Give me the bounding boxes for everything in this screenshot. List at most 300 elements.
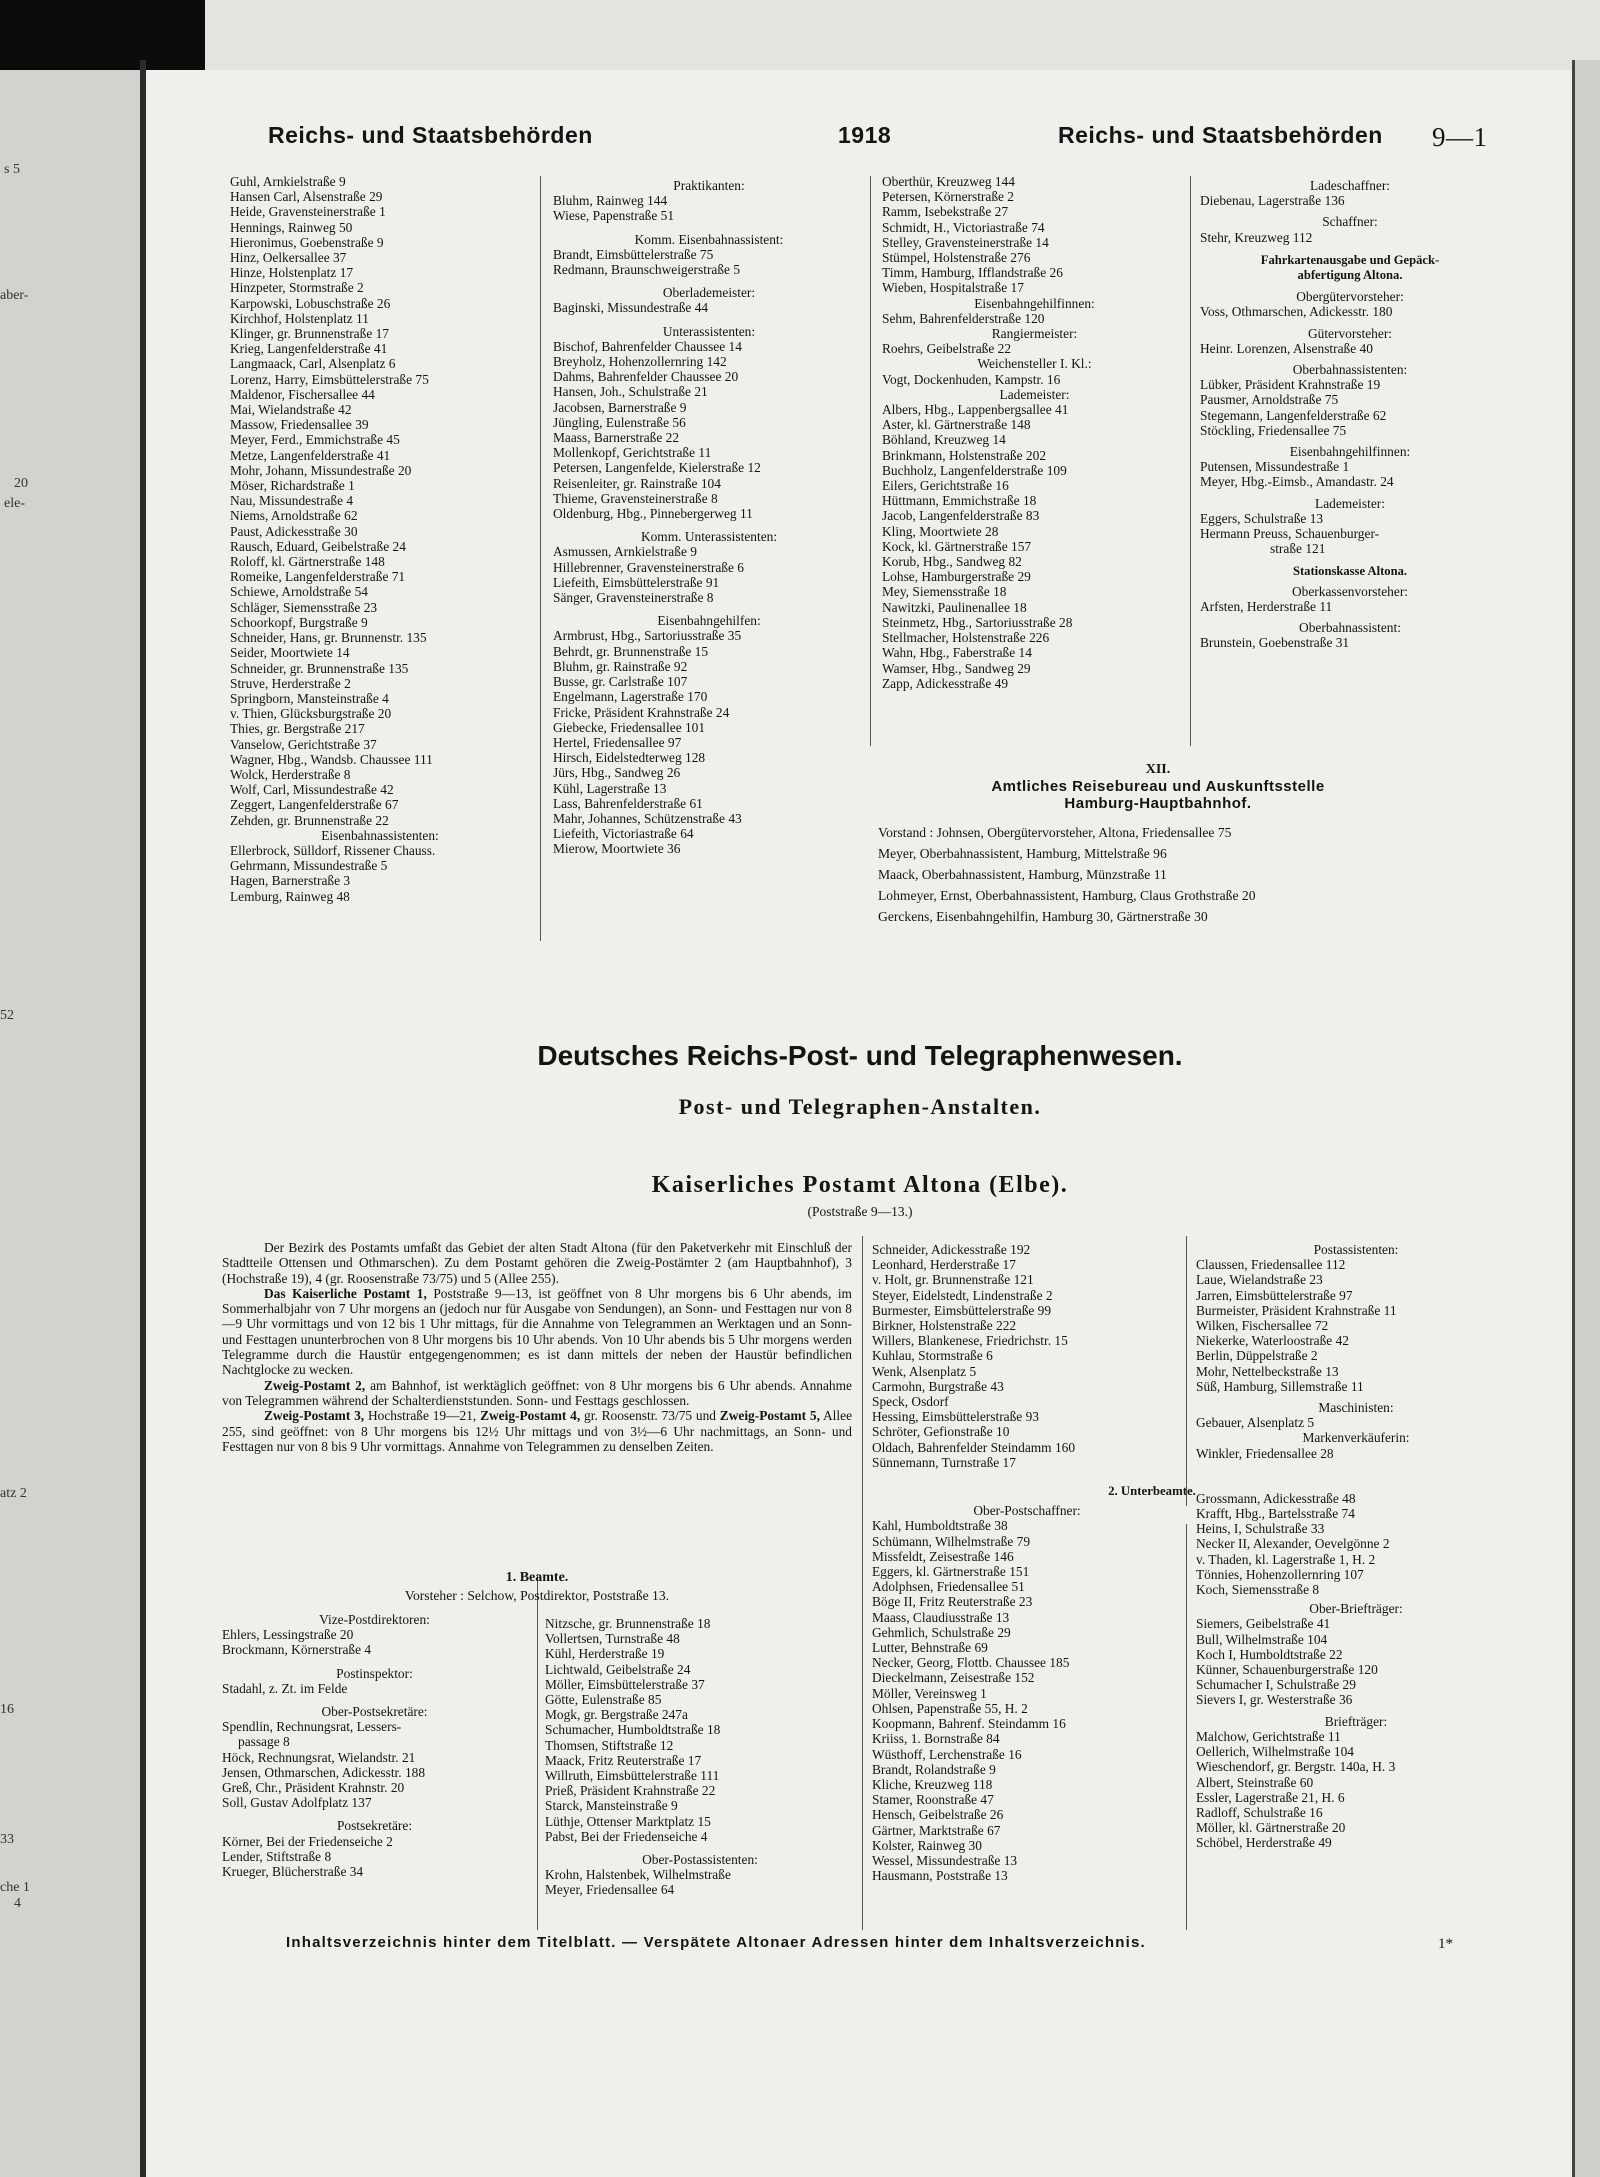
name-line: Asmussen, Arnkielstraße 9 xyxy=(553,544,697,560)
name-line: Wahn, Hbg., Faberstraße 14 xyxy=(882,645,1032,661)
name-list xyxy=(1200,599,1500,614)
name-line: Hansen, Joh., Schulstraße 21 xyxy=(553,384,708,400)
name-line: Oberthür, Kreuzweg 144 xyxy=(882,174,1015,189)
name-line: Timm, Hamburg, Ifflandstraße 26 xyxy=(882,265,1063,281)
name-line: Hinz, Oelkersallee 37 xyxy=(230,250,347,266)
name-line: Möller, kl. Gärtnerstraße 20 xyxy=(1196,1820,1346,1836)
name-line: Kolster, Rainweg 30 xyxy=(872,1837,982,1853)
name-line: Pabst, Bei der Friedenseiche 4 xyxy=(545,1828,708,1844)
name-line: Roloff, kl. Gärtnerstraße 148 xyxy=(230,554,385,570)
name-line: Prieß, Präsident Krahnstraße 22 xyxy=(545,1783,716,1799)
name-line: Voss, Othmarschen, Adickesstr. 180 xyxy=(1200,304,1393,320)
name-line: Künner, Schauenburgerstraße 120 xyxy=(1196,1662,1378,1678)
name-line: Bluhm, gr. Rainstraße 92 xyxy=(553,658,688,674)
name-line: Klinger, gr. Brunnenstraße 17 xyxy=(230,326,389,342)
name-line: Wüsthoff, Lerchenstraße 16 xyxy=(872,1746,1022,1762)
name-line: Gärtner, Marktstraße 67 xyxy=(872,1822,1001,1838)
name-line: Wagner, Hbg., Wandsb. Chaussee 111 xyxy=(230,751,433,767)
section-heading: Ober-Postschaffner: xyxy=(973,1503,1081,1519)
name-line: Brockmann, Körnerstraße 4 xyxy=(222,1642,372,1658)
name-line: Dahms, Bahrenfelder Chaussee 20 xyxy=(553,369,739,385)
name-line: Mohr, Nettelbeckstraße 13 xyxy=(1196,1363,1339,1379)
name-line: Koopmann, Bahrenf. Steindamm 16 xyxy=(872,1716,1066,1732)
name-line: Niekerke, Waterloostraße 42 xyxy=(1196,1333,1349,1349)
section-heading: Schaffner: xyxy=(1322,214,1378,230)
name-line: Maass, Barnerstraße 22 xyxy=(553,430,680,446)
name-line: Sievers I, gr. Westerstraße 36 xyxy=(1196,1692,1353,1708)
name-line: Bluhm, Rainweg 144 xyxy=(553,193,668,209)
name-line: Gehrmann, Missundestraße 5 xyxy=(230,858,388,874)
name-line: Wolck, Herderstraße 8 xyxy=(230,766,351,782)
name-line: Necker, Georg, Flottb. Chaussee 185 xyxy=(872,1655,1070,1671)
name-line: Gerckens, Eisenbahngehilfin, Hamburg 30, Gärtnerstraße 30 xyxy=(878,909,1208,924)
scan-right-edge xyxy=(1572,60,1600,2177)
margin-fragment: ele- xyxy=(4,496,25,511)
section-heading: Oberbahnassistent: xyxy=(1299,620,1401,636)
name-list xyxy=(553,628,865,856)
name-line: Meyer, Ferd., Emmichstraße 45 xyxy=(230,432,400,448)
name-line: Jarren, Eimsbüttelerstraße 97 xyxy=(1196,1287,1353,1303)
name-line: Albert, Steinstraße 60 xyxy=(1196,1774,1314,1790)
name-line: Hausmann, Poststraße 13 xyxy=(872,1868,1008,1884)
lower-column-1 xyxy=(222,1612,527,1879)
name-line: Speck, Osdorf xyxy=(872,1394,949,1410)
paragraph-text: Allee 255, sind geöffnet: von 8 Uhr morgens bis 12½ Uhr mittags und von 3½—6 Uhr nachmittags, an Sonn- und Festtagen nur von 8 bis 9 Uhr vormittags. Annahme von Telegrammen zu denselben Zeiten. xyxy=(222,1408,853,1454)
name-line: Siemers, Geibelstraße 41 xyxy=(1196,1616,1331,1632)
name-line: Lass, Bahrenfelderstraße 61 xyxy=(553,795,703,811)
name-line: Adolphsen, Friedensallee 51 xyxy=(872,1579,1025,1595)
name-line: Schiewe, Arnoldstraße 54 xyxy=(230,584,368,600)
name-line: Springborn, Mansteinstraße 4 xyxy=(230,690,389,706)
name-line: Burmester, Eimsbüttelerstraße 99 xyxy=(872,1302,1052,1318)
name-line: Hieronimus, Goebenstraße 9 xyxy=(230,234,384,250)
column-1 xyxy=(230,174,530,904)
name-list xyxy=(553,339,865,521)
name-line: Stegemann, Langenfelderstraße 62 xyxy=(1200,407,1387,423)
section-heading: Komm. Eisenbahnassistent: xyxy=(634,231,784,247)
name-line: Stamer, Roonstraße 47 xyxy=(872,1792,994,1808)
bold-phrase: Zweig-Postamt 3, xyxy=(264,1408,365,1424)
name-line: Heinr. Lorenzen, Alsenstraße 40 xyxy=(1200,340,1373,356)
name-line: Wieschendorf, gr. Bergstr. 140a, H. 3 xyxy=(1196,1759,1396,1775)
office-heading: Kaiserliches Postamt Altona (Elbe). xyxy=(651,1172,1069,1198)
name-line: Liefeith, Eimsbüttelerstraße 91 xyxy=(553,574,720,590)
name-line: Lohse, Hamburgerstraße 29 xyxy=(882,569,1031,585)
name-line: Bull, Wilhelmstraße 104 xyxy=(1196,1631,1328,1647)
name-list xyxy=(1196,1729,1516,1851)
name-line: Starck, Mansteinstraße 9 xyxy=(545,1798,678,1814)
name-line: Steyer, Eidelstedt, Lindenstraße 2 xyxy=(872,1287,1053,1303)
section-heading: Eisenbahnassistenten: xyxy=(321,827,439,843)
name-line: Wieben, Hospitalstraße 17 xyxy=(882,280,1024,296)
name-line: Möller, Eimsbüttelerstraße 37 xyxy=(545,1676,705,1692)
name-list xyxy=(222,1719,527,1810)
section-heading: Briefträger: xyxy=(1324,1713,1388,1729)
name-line: Hertel, Friedensallee 97 xyxy=(553,734,682,750)
bold-phrase: Zweig-Postamt 2, xyxy=(264,1377,366,1393)
name-line: Baginski, Missundestraße 44 xyxy=(553,300,709,316)
section-heading: Rangiermeister: xyxy=(991,326,1078,342)
name-line: Willers, Blankenese, Friedrichstr. 15 xyxy=(872,1333,1068,1349)
section-heading: Eisenbahngehilfen: xyxy=(657,613,761,629)
intro-paragraph xyxy=(222,1408,852,1454)
name-line: Oldach, Bahrenfelder Steindamm 160 xyxy=(872,1439,1076,1455)
name-line: straße 121 xyxy=(1270,541,1326,557)
name-line: Hessing, Eimsbüttelerstraße 93 xyxy=(872,1409,1039,1425)
name-line: Kling, Moortwiete 28 xyxy=(882,523,999,539)
name-line: Langmaack, Carl, Alsenplatz 6 xyxy=(230,356,396,372)
name-line: Vorstand : Johnsen, Obergütervorsteher, Altona, Friedensallee 75 xyxy=(878,825,1232,840)
name-line: Hinze, Holstenplatz 17 xyxy=(230,265,354,281)
name-list xyxy=(553,544,865,605)
name-line: Thieme, Gravensteinerstraße 8 xyxy=(553,490,718,506)
bold-phrase: Zweig-Postamt 5, xyxy=(719,1408,820,1424)
name-line: Mohr, Johann, Missundestraße 20 xyxy=(230,462,412,478)
margin-fragment: 4 xyxy=(14,1896,21,1911)
name-line: Mogk, gr. Bergstraße 247a xyxy=(545,1707,688,1723)
name-line: Thies, gr. Bergstraße 217 xyxy=(230,721,365,737)
column-rule xyxy=(1186,1524,1187,1930)
name-line: Maack, Fritz Reuterstraße 17 xyxy=(545,1752,702,1768)
name-line: Hennings, Rainweg 50 xyxy=(230,219,353,235)
name-line: Götte, Eulenstraße 85 xyxy=(545,1692,662,1708)
vorsteher-line: Vorsteher : Selchow, Postdirektor, Poststraße 13. xyxy=(404,1588,670,1603)
name-line: Brunstein, Goebenstraße 31 xyxy=(1200,635,1350,651)
section-heading: Ladeschaffner: xyxy=(1309,178,1391,193)
name-line: Stellmacher, Holstenstraße 226 xyxy=(882,630,1050,646)
name-line: Steinmetz, Hbg., Sartoriusstraße 28 xyxy=(882,614,1073,630)
name-line: Schröter, Gefionstraße 10 xyxy=(872,1424,1010,1440)
name-line: Petersen, Langenfelde, Kielerstraße 12 xyxy=(553,460,761,476)
section-heading: Ober-Postassistenten: xyxy=(642,1852,758,1868)
name-line: Krieg, Langenfelderstraße 41 xyxy=(230,341,388,357)
name-line: Mahr, Johannes, Schützenstraße 43 xyxy=(553,810,742,826)
adjacent-page-strip xyxy=(0,70,140,2177)
name-line: Struve, Herderstraße 2 xyxy=(230,675,351,691)
bold-phrase: Zweig-Postamt 4, xyxy=(480,1408,581,1424)
name-line: Soll, Gustav Adolfplatz 137 xyxy=(222,1795,372,1811)
section-title: Hamburg-Hauptbahnhof. xyxy=(1064,795,1252,812)
lower-column-4 xyxy=(1196,1242,1516,1851)
name-line: Eilers, Gerichtstraße 16 xyxy=(882,478,1009,494)
name-line: Schneider, gr. Brunnenstraße 135 xyxy=(230,660,409,676)
name-line: Giebecke, Friedensallee 101 xyxy=(553,719,706,735)
name-list xyxy=(1196,1616,1516,1707)
header-page-number: 9—1 xyxy=(1432,122,1488,152)
name-list xyxy=(882,311,1187,326)
name-line: Busse, gr. Carlstraße 107 xyxy=(553,674,688,690)
name-line: Wolf, Carl, Missundestraße 42 xyxy=(230,782,394,798)
name-line: Zeggert, Langenfelderstraße 67 xyxy=(230,797,399,813)
name-list xyxy=(1196,1257,1516,1394)
section-heading: Postassistenten: xyxy=(1313,1242,1399,1257)
name-line: Krafft, Hbg., Bartelsstraße 74 xyxy=(1196,1506,1355,1522)
name-line: Stadahl, z. Zt. im Felde xyxy=(222,1680,348,1696)
name-list xyxy=(1196,1446,1516,1461)
name-line: Nawitzki, Paulinenallee 18 xyxy=(882,599,1027,615)
name-list xyxy=(1196,1415,1516,1430)
name-line: v. Thien, Glücksburgstraße 20 xyxy=(230,706,392,722)
column-rule xyxy=(1186,1236,1187,1506)
name-line: Kuhlau, Stormstraße 6 xyxy=(872,1348,993,1364)
name-list xyxy=(230,174,530,828)
name-line: Jensen, Othmarschen, Adickesstr. 188 xyxy=(222,1764,426,1780)
name-line: Jüngling, Eulenstraße 56 xyxy=(553,414,686,430)
paragraph-text: am Bahnhof, ist werktäglich geöffnet: von 8 Uhr morgens bis 6 Uhr abends. Annahme von Telegrammen während der Schalterdienststunden. Sonn- und Festtags geschlossen. xyxy=(222,1377,852,1408)
name-line: v. Holt, gr. Brunnenstraße 121 xyxy=(872,1272,1034,1288)
name-line: Koch I, Humboldtstraße 22 xyxy=(1196,1646,1343,1662)
name-line: Karpowski, Lobuschstraße 26 xyxy=(230,295,391,311)
margin-fragment: aber- xyxy=(0,288,29,303)
name-list xyxy=(545,1867,855,1897)
name-line: Jacob, Langenfelderstraße 83 xyxy=(882,508,1040,524)
name-line: Gebauer, Alsenplatz 5 xyxy=(1196,1415,1315,1431)
name-line: Heide, Gravensteinerstraße 1 xyxy=(230,204,386,220)
signature-mark: 1* xyxy=(1438,1936,1453,1952)
name-line: Lorenz, Harry, Eimsbüttelerstraße 75 xyxy=(230,371,429,387)
name-line: Ramm, Isebekstraße 27 xyxy=(882,204,1009,220)
section-heading: Ober-Postsekretäre: xyxy=(321,1704,428,1720)
section-heading: Gütervorsteher: xyxy=(1307,325,1393,341)
name-line: Mierow, Moortwiete 36 xyxy=(553,841,681,857)
section-heading: Postinspektor: xyxy=(336,1665,413,1681)
name-line: Albers, Hbg., Lappenbergsallee 41 xyxy=(882,402,1069,418)
column-4 xyxy=(1200,178,1500,650)
name-line: Jürs, Hbg., Sandweg 26 xyxy=(553,765,681,781)
name-line: v. Thaden, kl. Lagerstraße 1, H. 2 xyxy=(1196,1551,1376,1567)
section-heading: Praktikanten: xyxy=(673,178,745,193)
name-line: Schneider, Hans, gr. Brunnenstr. 135 xyxy=(230,630,427,646)
name-list xyxy=(1200,230,1500,245)
name-line: Ohlsen, Papenstraße 55, H. 2 xyxy=(872,1700,1028,1716)
name-line: Gehmlich, Schulstraße 29 xyxy=(872,1624,1011,1640)
name-line: Meyer, Hbg.-Eimsb., Amandastr. 24 xyxy=(1200,474,1394,490)
name-line: Nau, Missundestraße 4 xyxy=(230,493,354,509)
section-heading: Eisenbahngehilfinnen: xyxy=(974,295,1095,311)
name-line: Maack, Oberbahnassistent, Hamburg, Münzstraße 11 xyxy=(878,867,1167,882)
name-line: Möller, Vereinsweg 1 xyxy=(872,1685,987,1701)
name-line: Radloff, Schulstraße 16 xyxy=(1196,1804,1323,1820)
name-line: Necker II, Alexander, Oevelgönne 2 xyxy=(1196,1536,1390,1552)
name-line: Metze, Langenfelderstraße 41 xyxy=(230,447,391,463)
section-heading: abfertigung Altona. xyxy=(1297,268,1403,283)
name-list xyxy=(222,1681,527,1696)
name-line: Romeike, Langenfelderstraße 71 xyxy=(230,569,406,585)
header-left: Reichs- und Staatsbehörden xyxy=(268,122,593,148)
name-list xyxy=(1200,304,1500,319)
name-line: Lemburg, Rainweg 48 xyxy=(230,888,350,904)
name-line: Sänger, Gravensteinerstraße 8 xyxy=(553,590,714,606)
name-line: Brandt, Eimsbüttelerstraße 75 xyxy=(553,246,714,262)
name-line: Oellerich, Wilhelmstraße 104 xyxy=(1196,1744,1354,1760)
name-line: Mai, Wielandstraße 42 xyxy=(230,402,352,418)
name-line: Süß, Hamburg, Sillemstraße 11 xyxy=(1196,1378,1364,1394)
margin-fragment: 16 xyxy=(0,1702,14,1717)
name-list xyxy=(882,402,1187,691)
name-line: Vanselow, Gerichtstraße 37 xyxy=(230,736,377,752)
section-heading: Komm. Unterassistenten: xyxy=(640,529,778,545)
intro-paragraph: Der Bezirk des Postamts umfaßt das Gebiet der alten Stadt Altona (für den Paketverkehr mit Einschluß der Stadtteile Ottensen und Othmarschen). Zu dem Postamt gehören die Zweig-Postämter 2 (am Hauptbahnhof), 3 (Hochstraße 19), 4 (gr. Roosenstraße 73/75) und 5 (Allee 255). xyxy=(222,1240,852,1286)
name-line: Birkner, Holstenstraße 222 xyxy=(872,1318,1017,1334)
name-line: Stelley, Gravensteinerstraße 14 xyxy=(882,234,1049,250)
section-heading: Vize-Postdirektoren: xyxy=(319,1612,430,1627)
section-heading: Ober-Briefträger: xyxy=(1309,1601,1403,1617)
name-line: Wamser, Hbg., Sandweg 29 xyxy=(882,660,1031,676)
margin-fragment: 52 xyxy=(0,1008,14,1023)
name-line: Ehlers, Lessingstraße 20 xyxy=(222,1627,354,1643)
name-line: Essler, Lagerstraße 21, H. 6 xyxy=(1196,1789,1345,1805)
section-heading: Postsekretäre: xyxy=(336,1818,413,1834)
name-list xyxy=(1200,635,1500,650)
section-title: Amtliches Reisebureau und Auskunftsstelle xyxy=(991,778,1325,795)
name-line: Pausmer, Arnoldstraße 75 xyxy=(1200,392,1339,408)
name-line: Diebenau, Lagerstraße 136 xyxy=(1200,193,1345,209)
name-line: Malchow, Gerichtstraße 11 xyxy=(1196,1728,1341,1744)
name-line: Tönnies, Hohenzollernring 107 xyxy=(1196,1566,1364,1582)
name-list xyxy=(1196,1491,1516,1597)
name-line: Redmann, Braunschweigerstraße 5 xyxy=(553,262,741,278)
name-list xyxy=(882,174,1187,296)
intro-paragraph xyxy=(222,1286,852,1378)
name-line: Paust, Adickesstraße 30 xyxy=(230,523,358,539)
name-line: Niems, Arnoldstraße 62 xyxy=(230,508,358,524)
lower-column-3 xyxy=(872,1242,1196,1884)
name-line: Grossmann, Adickesstraße 48 xyxy=(1196,1490,1356,1506)
name-line: Schöbel, Herderstraße 49 xyxy=(1196,1835,1332,1851)
name-list xyxy=(222,1627,527,1657)
name-line: Breyholz, Hohenzollernring 142 xyxy=(553,354,727,370)
header-right: Reichs- und Staatsbehörden xyxy=(1058,122,1383,148)
name-list xyxy=(545,1616,855,1844)
office-address: (Poststraße 9—13.) xyxy=(807,1204,913,1219)
name-line: Aster, kl. Gärtnerstraße 148 xyxy=(882,417,1031,433)
name-line: Hagen, Barnerstraße 3 xyxy=(230,873,351,889)
name-line: Spendlin, Rechnungsrat, Lessers- xyxy=(222,1719,402,1735)
paragraph-text: Poststraße 9—13, ist geöffnet von 8 Uhr morgens bis 6 Uhr abends, im Sommerhalbjahr von 7 Uhr morgens an (jedoch nur für Ausgabe von Sendungen), an Sonn- und Festtagen nur von 8—9 Uhr vormittags und von 12 bis 1 Uhr mittags, für die Annahme von Telegrammen an Werktagen und an Sonn- und Festtagen ununterbrochen von 8 Uhr morgens bis 10 Uhr abends. Von 10 Uhr abends bis 5 Uhr morgens werden Telegramme durch die Haustür entgegengenommen; es ist dann mittels der neben der Haustür befindlichen Nachtglocke zu wecken. xyxy=(222,1285,852,1378)
name-line: Winkler, Friedensallee 28 xyxy=(1196,1445,1334,1461)
name-line: Behrdt, gr. Brunnenstraße 15 xyxy=(553,643,709,659)
name-line: Kriiss, 1. Bornstraße 84 xyxy=(872,1731,1000,1747)
lower-column-2 xyxy=(545,1616,855,1898)
name-line: Schümann, Wilhelmstraße 79 xyxy=(872,1533,1031,1549)
name-list xyxy=(878,822,1438,927)
name-line: Hüttmann, Emmichstraße 18 xyxy=(882,493,1037,509)
unterbeamte-heading: 2. Unterbeamte. xyxy=(1108,1484,1196,1499)
margin-fragment: 20 xyxy=(14,476,28,491)
name-line: Armbrust, Hbg., Sartoriusstraße 35 xyxy=(553,628,742,644)
footer-note: Inhaltsverzeichnis hinter dem Titelblatt. — Verspätete Altonaer Adressen hinter dem Inhaltsverzeichnis. xyxy=(286,1934,1146,1951)
name-line: Laue, Wielandstraße 23 xyxy=(1196,1272,1323,1288)
name-line: Dieckelmann, Zeisestraße 152 xyxy=(872,1670,1035,1686)
name-line: Lutter, Behnstraße 69 xyxy=(872,1640,988,1656)
name-line: Hensch, Geibelstraße 26 xyxy=(872,1807,1004,1823)
name-line: Schoorkopf, Burgstraße 9 xyxy=(230,614,368,630)
name-line: Kühl, Herderstraße 19 xyxy=(545,1646,665,1662)
beamte-heading: 1. Beamte. xyxy=(505,1570,569,1585)
name-line: Zehden, gr. Brunnenstraße 22 xyxy=(230,812,389,828)
name-line: Sehm, Bahrenfelderstraße 120 xyxy=(882,310,1045,326)
section-number: XII. xyxy=(1145,762,1171,777)
name-list xyxy=(882,341,1187,356)
name-line: Koch, Siemensstraße 8 xyxy=(1196,1582,1320,1598)
name-line: Nitzsche, gr. Brunnenstraße 18 xyxy=(545,1616,711,1631)
margin-fragment: atz 2 xyxy=(0,1486,27,1501)
name-line: Buchholz, Langenfelderstraße 109 xyxy=(882,462,1067,478)
name-line: Berlin, Düppelstraße 2 xyxy=(1196,1348,1318,1364)
name-line: Körner, Bei der Friedenseiche 2 xyxy=(222,1833,393,1849)
name-line: Meyer, Oberbahnassistent, Hamburg, Mittelstraße 96 xyxy=(878,846,1167,861)
name-line: Arfsten, Herderstraße 11 xyxy=(1200,598,1333,614)
intro-text xyxy=(222,1240,852,1454)
column-rule xyxy=(540,176,541,941)
name-line: Stöckling, Friedensallee 75 xyxy=(1200,422,1347,438)
header-year: 1918 xyxy=(838,122,892,148)
name-line: Kirchhof, Holstenplatz 11 xyxy=(230,310,369,326)
section-xii xyxy=(878,762,1438,927)
name-line: Rausch, Eduard, Geibelstraße 24 xyxy=(230,538,406,554)
column-rule xyxy=(1190,176,1191,746)
name-line: Lüthje, Ottenser Marktplatz 15 xyxy=(545,1813,711,1829)
name-line: Wenk, Alsenplatz 5 xyxy=(872,1363,977,1379)
section-heading: Lademeister: xyxy=(1315,495,1385,511)
margin-fragment: s 5 xyxy=(4,162,20,177)
name-list xyxy=(1200,193,1500,208)
name-line: Lübker, Präsident Krahnstraße 19 xyxy=(1200,377,1381,393)
name-line: Seider, Moortwiete 14 xyxy=(230,645,350,661)
name-list xyxy=(230,843,530,904)
intro-paragraph xyxy=(222,1378,852,1409)
name-line: Ellerbrock, Sülldorf, Rissener Chauss. xyxy=(230,842,436,858)
name-line: Claussen, Friedensallee 112 xyxy=(1196,1257,1346,1273)
name-line: Lohmeyer, Ernst, Oberbahnassistent, Hamburg, Claus Grothstraße 20 xyxy=(878,888,1256,903)
name-line: Kühl, Lagerstraße 13 xyxy=(553,780,667,796)
name-line: Guhl, Arnkielstraße 9 xyxy=(230,174,346,189)
name-line: Massow, Friedensallee 39 xyxy=(230,417,369,433)
name-line: Hinzpeter, Stormstraße 2 xyxy=(230,280,364,296)
name-line: Petersen, Körnerstraße 2 xyxy=(882,189,1014,205)
name-list xyxy=(882,372,1187,387)
name-line: Roehrs, Geibelstraße 22 xyxy=(882,341,1012,357)
name-line: Lender, Stiftstraße 8 xyxy=(222,1848,332,1864)
name-line: Hillebrenner, Gravensteinerstraße 6 xyxy=(553,559,744,575)
name-line: Brandt, Rolandstraße 9 xyxy=(872,1761,996,1777)
name-line: Heins, I, Schulstraße 33 xyxy=(1196,1521,1325,1537)
name-line: Engelmann, Lagerstraße 170 xyxy=(553,689,708,705)
name-line: Brinkmann, Holstenstraße 202 xyxy=(882,447,1047,463)
name-line: Kahl, Humboldtstraße 38 xyxy=(872,1518,1008,1534)
name-line: Leonhard, Herderstraße 17 xyxy=(872,1257,1016,1273)
name-line: Meyer, Friedensallee 64 xyxy=(545,1882,675,1898)
paragraph-text: gr. Roosenstr. 73/75 und xyxy=(580,1408,720,1424)
name-line: Willruth, Eimsbüttelerstraße 111 xyxy=(545,1768,720,1784)
name-list xyxy=(872,1518,1182,1883)
name-line: Wiese, Papenstraße 51 xyxy=(553,208,675,224)
name-line: Schumacher, Humboldtstraße 18 xyxy=(545,1722,721,1738)
scan-black-border xyxy=(0,0,205,70)
name-line: Schneider, Adickesstraße 192 xyxy=(872,1242,1031,1257)
name-line: Wilken, Fischersallee 72 xyxy=(1196,1318,1329,1334)
margin-fragment: che 1 xyxy=(0,1880,30,1895)
name-line: Möser, Richardstraße 1 xyxy=(230,478,355,494)
name-line: Burmeister, Präsident Krahnstraße 11 xyxy=(1196,1302,1397,1318)
margin-fragment: 33 xyxy=(0,1832,14,1847)
name-line: Vollertsen, Turnstraße 48 xyxy=(545,1631,680,1647)
name-line: Oldenburg, Hbg., Pinnebergerweg 11 xyxy=(553,506,753,522)
main-heading: Deutsches Reichs-Post- und Telegraphenwesen. xyxy=(537,1040,1183,1071)
name-list xyxy=(1200,341,1500,356)
name-line: Carmohn, Burgstraße 43 xyxy=(872,1378,1004,1394)
column-2 xyxy=(553,178,865,857)
